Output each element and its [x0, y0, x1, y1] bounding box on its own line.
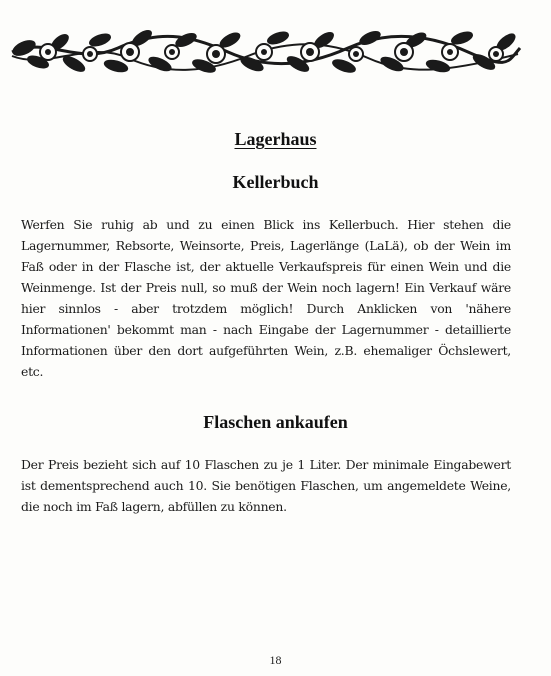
kellerbuch-heading: Kellerbuch	[232, 172, 319, 192]
flaschen-ankaufen-heading: Flaschen ankaufen	[203, 412, 348, 432]
page-number: 18	[269, 653, 282, 667]
kellerbuch-paragraph: Werfen Sie ruhig ab und zu einen Blick ins Kellerbuch. Hier stehen die Lagernummer, Rebsorte, Weinsorte, Preis, Lagerlänge (LaLä), ob der Wein im Faß oder in der Flasche ist, der aktuelle Verkaufspreis für einen Wein und die Weinmenge. Ist der Preis null, so muß der Wein noch lagern! Ein Verkauf wäre hier sinnlos - aber trotzdem möglich! Durch Anklicken von 'nähere Informationen' bekommt man - nach Eingabe der Lagernummer - detaillierte Informationen über den dort aufgeführten Wein, z.B. ehemaliger Öchslewert, etc.	[21, 217, 511, 379]
flaschen-ankaufen-paragraph: Der Preis bezieht sich auf 10 Flaschen zu je 1 Liter. Der minimale Eingabewert ist dementsprechend auch 10. Sie benötigen Flaschen, um angemeldete Weine, die noch im Faß lagern, abfüllen zu können.	[21, 457, 511, 514]
page-title: Lagerhaus	[234, 129, 317, 149]
floral-vine-border-icon	[8, 18, 522, 80]
